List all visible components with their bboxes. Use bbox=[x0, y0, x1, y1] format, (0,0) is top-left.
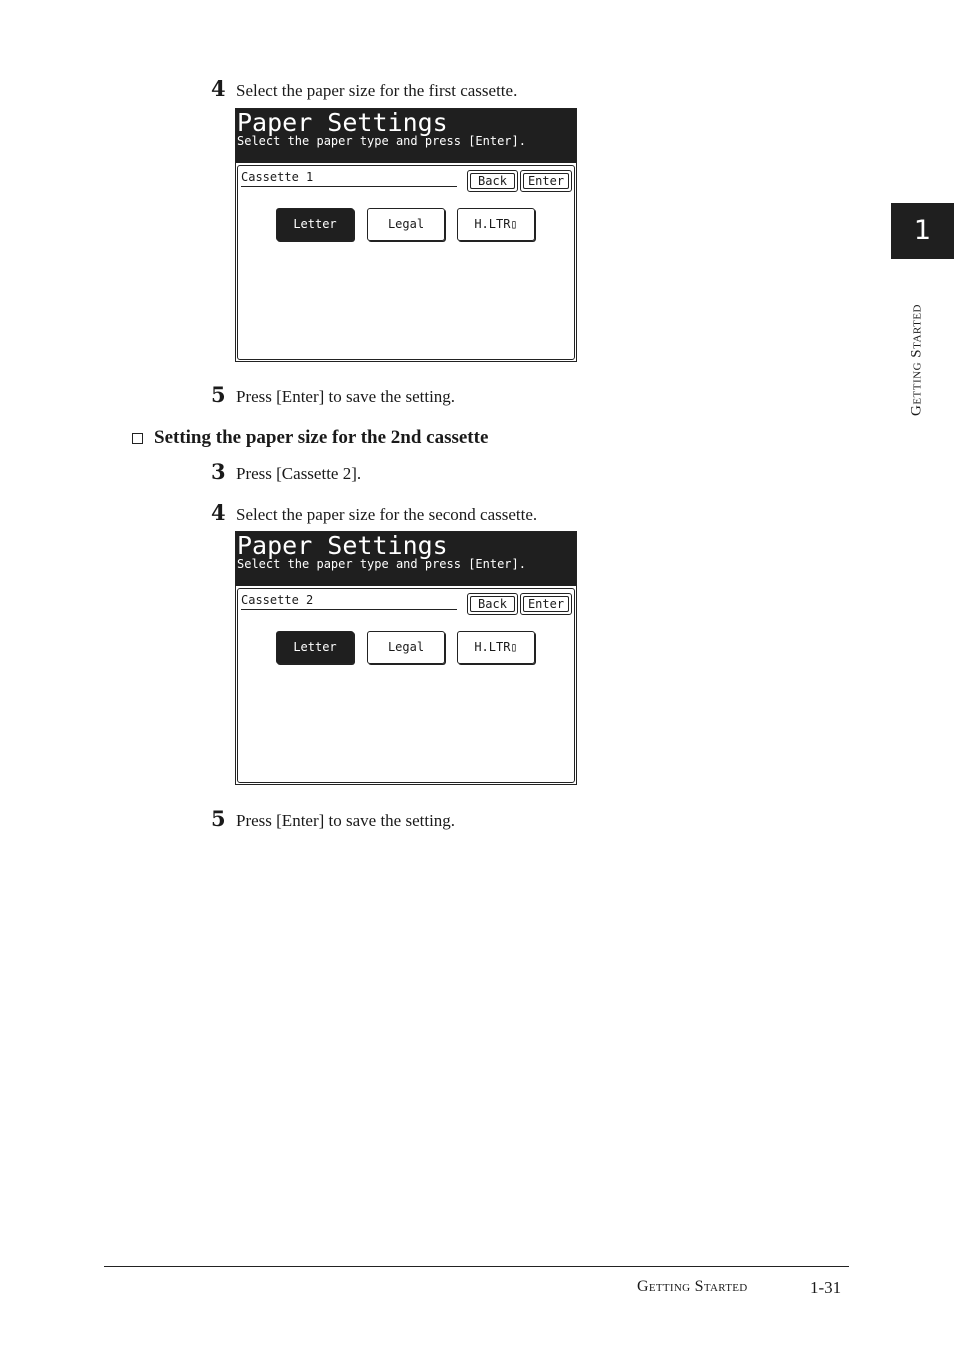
screen-instruction: Select the paper type and press [Enter]. bbox=[237, 134, 526, 148]
letter-button[interactable]: Letter bbox=[276, 631, 354, 664]
step-text: Press [Enter] to save the setting. bbox=[236, 811, 456, 830]
screen-title: Paper Settings bbox=[237, 108, 448, 137]
screen-body bbox=[237, 588, 575, 783]
screen-header bbox=[236, 532, 576, 586]
screen-body bbox=[237, 165, 575, 360]
page-number: 1-31 bbox=[810, 1278, 842, 1297]
step-4-first bbox=[211, 76, 517, 102]
screen-instruction: Select the paper type and press [Enter]. bbox=[237, 557, 526, 571]
step-number: 5 bbox=[211, 382, 226, 407]
chapter-tab: 1 bbox=[891, 203, 954, 259]
cassette-field-label: Cassette 2 bbox=[241, 593, 457, 610]
checkbox-bullet-icon bbox=[132, 433, 143, 444]
step-text: Press [Enter] to save the setting. bbox=[236, 387, 456, 406]
back-button-label: Back bbox=[470, 596, 515, 612]
legal-button[interactable]: Legal bbox=[367, 208, 445, 241]
enter-button[interactable] bbox=[520, 593, 572, 615]
step-text: Select the paper size for the second cassette. bbox=[236, 505, 538, 524]
footer-divider bbox=[104, 1266, 849, 1267]
half-letter-button[interactable]: H.LTR▯ bbox=[457, 631, 535, 664]
step-text: Press [Cassette 2]. bbox=[236, 464, 362, 483]
enter-button[interactable] bbox=[520, 170, 572, 192]
letter-button[interactable]: Letter bbox=[276, 208, 354, 241]
step-number: 3 bbox=[211, 459, 226, 484]
paper-settings-screen-cassette-1 bbox=[235, 108, 577, 362]
enter-button-label: Enter bbox=[523, 173, 569, 189]
back-button-label: Back bbox=[470, 173, 515, 189]
side-chapter-title: Getting Started bbox=[908, 304, 925, 416]
step-number: 4 bbox=[211, 500, 226, 525]
back-button[interactable] bbox=[467, 170, 518, 192]
half-letter-button[interactable]: H.LTR▯ bbox=[457, 208, 535, 241]
step-number: 4 bbox=[211, 76, 226, 101]
section-heading bbox=[132, 427, 488, 449]
enter-button-label: Enter bbox=[523, 596, 569, 612]
step-text: Select the paper size for the first cassette. bbox=[236, 81, 518, 100]
step-5-first bbox=[211, 382, 455, 408]
step-4-second bbox=[211, 500, 537, 526]
screen-header bbox=[236, 109, 576, 163]
cassette-field-label: Cassette 1 bbox=[241, 170, 457, 187]
screen-title: Paper Settings bbox=[237, 531, 448, 560]
section-heading-text: Setting the paper size for the 2nd cassette bbox=[154, 427, 489, 448]
back-button[interactable] bbox=[467, 593, 518, 615]
footer-section-title: Getting Started bbox=[637, 1278, 748, 1295]
legal-button[interactable]: Legal bbox=[367, 631, 445, 664]
step-5-second bbox=[211, 806, 455, 832]
step-3-second bbox=[211, 459, 361, 485]
step-number: 5 bbox=[211, 806, 226, 831]
paper-settings-screen-cassette-2 bbox=[235, 531, 577, 785]
